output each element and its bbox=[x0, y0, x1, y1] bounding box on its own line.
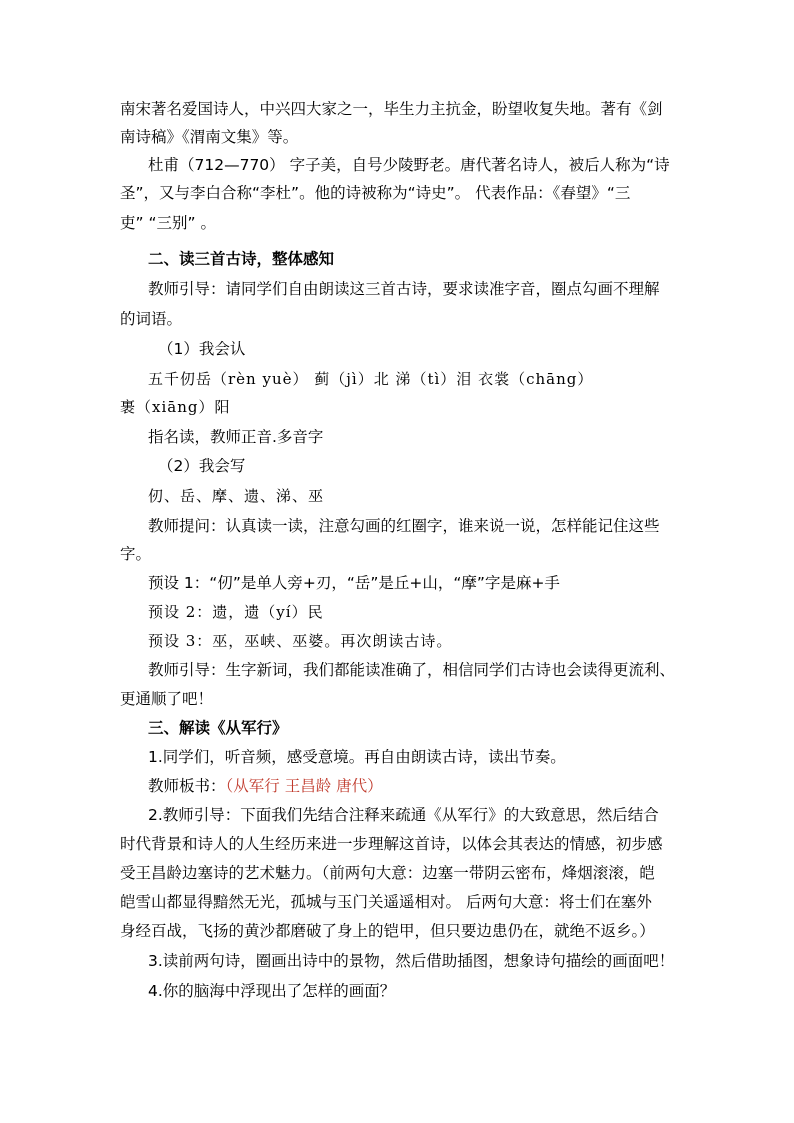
board-label: 教师板书： bbox=[148, 777, 226, 795]
paragraph-line: 预设 3：巫，巫峡、巫婆。再次朗读古诗。 bbox=[148, 632, 453, 650]
paragraph-line: 的词语。 bbox=[120, 310, 183, 328]
paragraph-line: 身经百战，飞扬的黄沙都磨破了身上的铠甲，但只要边患仍在，就绝不返乡。） bbox=[120, 922, 655, 940]
paragraph-line: 皑雪山都显得黯然无光，孤城与玉门关遥遥相对。 后两句大意：将士们在塞外 bbox=[120, 893, 652, 911]
character-list: 仞、岳、摩、遗、涕、巫 bbox=[148, 487, 325, 505]
board-content: （从军行 王昌龄 唐代） bbox=[225, 777, 383, 795]
paragraph-line: 预设 1：“仞”是单人旁+刃，“岳”是丘+山，“摩”字是麻+手 bbox=[148, 574, 560, 592]
paragraph-line: 4.你的脑海中浮现出了怎样的画面？ bbox=[148, 982, 396, 1000]
paragraph-line: 教师引导：请同学们自由朗读这三首古诗，要求读准字音，圈点勾画不理解 bbox=[148, 280, 660, 298]
paragraph-line: 教师引导：生字新词，我们都能读准确了，相信同学们古诗也会读得更流利、 bbox=[148, 661, 676, 679]
board-writing-line bbox=[148, 775, 383, 797]
paragraph-line: 预设 2：遗，遗（yí）民 bbox=[148, 603, 324, 621]
section-heading: 二、读三首古诗，整体感知 bbox=[148, 250, 335, 268]
paragraph-line: 1.同学们，听音频，感受意境。再自由朗读古诗，读出节奏。 bbox=[148, 748, 566, 766]
paragraph-line: 杜甫（712—770） 字子美，自号少陵野老。唐代著名诗人，被后人称为“诗 bbox=[148, 156, 670, 174]
paragraph-line: 圣”，又与李白合称“李杜”。他的诗被称为“诗史”。 代表作品：《春望》“三 bbox=[120, 184, 631, 202]
paragraph-line: 南宋著名爱国诗人，中兴四大家之一，毕生力主抗金，盼望收复失地。著有《剑 bbox=[120, 100, 663, 118]
subheading: （1）我会认 bbox=[158, 340, 246, 358]
paragraph-line: 更通顺了吧！ bbox=[120, 690, 214, 708]
paragraph-line: 南诗稿》《渭南文集》等。 bbox=[120, 128, 299, 146]
paragraph-line: 3.读前两句诗，圈画出诗中的景物，然后借助插图，想象诗句描绘的画面吧！ bbox=[148, 952, 675, 970]
paragraph-line: 字。 bbox=[120, 545, 152, 563]
paragraph-line: 时代背景和诗人的人生经历来进一步理解这首诗，以体会其表达的情感，初步感 bbox=[120, 835, 663, 853]
subheading: （2）我会写 bbox=[158, 457, 246, 475]
pinyin-line: 裹（xiāng）阳 bbox=[120, 398, 231, 416]
section-heading: 三、解读《从军行》 bbox=[148, 719, 288, 737]
paragraph-line: 吏” “三别” 。 bbox=[120, 214, 216, 232]
paragraph-line: 教师提问：认真读一读，注意勾画的红圈字，谁来说一说，怎样能记住这些 bbox=[148, 517, 660, 535]
paragraph-line: 2.教师引导：下面我们先结合注释来疏通《从军行》的大致意思，然后结合 bbox=[148, 806, 659, 824]
paragraph-line: 指名读，教师正音.多音字 bbox=[148, 428, 324, 446]
pinyin-line: 五千仞岳（rèn yuè） 蓟（jì）北 涕（tì）泪 衣裳（chāng） bbox=[148, 370, 594, 388]
paragraph-line: 受王昌龄边塞诗的艺术魅力。（前两句大意：边塞一带阴云密布，烽烟滚滚，皑 bbox=[120, 864, 655, 882]
